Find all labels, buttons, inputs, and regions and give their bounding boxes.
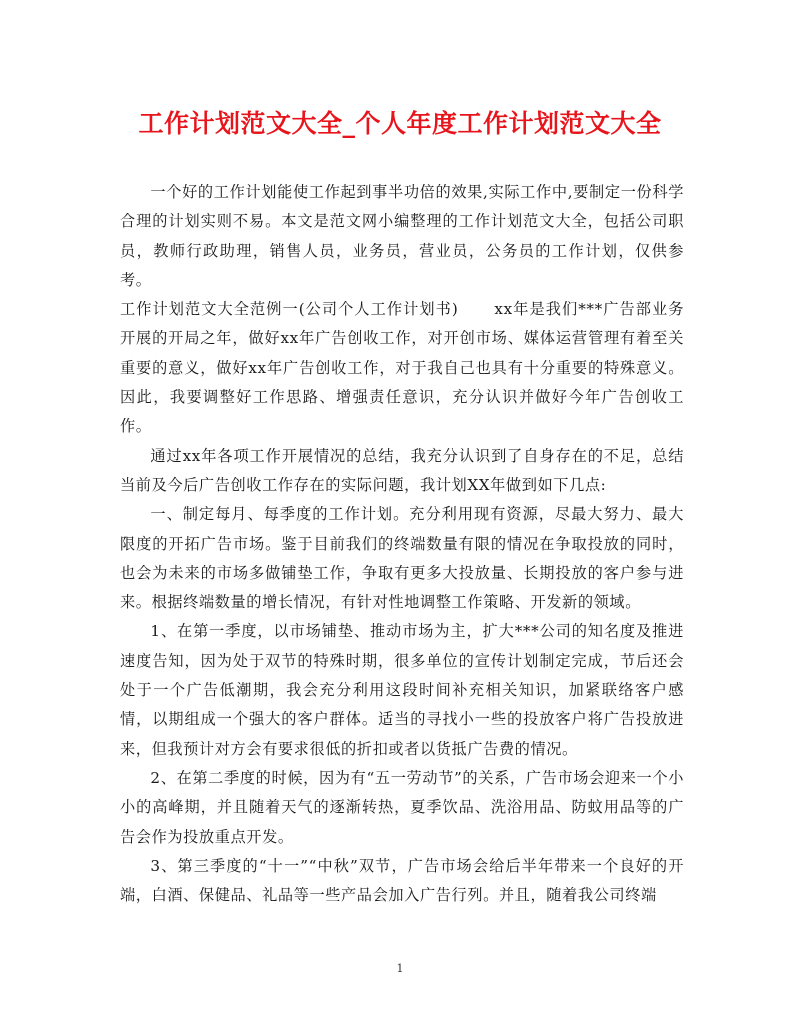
document-body [120, 178, 684, 910]
example-text: xx年是我们***广告部业务开展的开局之年，做好xx年广告创收工作，对开创市场、媒体运营管理有着至关重要的意义，做好xx年广告创收工作，对于我自己也具有十分重要的特殊意义。因此，我要调整好工作思路、增强责任意识，充分认识并做好今年广告创收工作。 [120, 300, 684, 436]
body-paragraph: 一、制定每月、每季度的工作计划。充分利用现有资源，尽最大努力、最大限度的开拓广告市场。鉴于目前我们的终端数量有限的情况在争取投放的同时，也会为未来的市场多做铺垫工作，争取有更多大投放量、长期投放的客户参与进来。根据终端数量的增长情况，有针对性地调整工作策略、开发新的领域。 [120, 505, 684, 612]
example-heading: 工作计划范文大全范例一(公司个人工作计划书) [120, 300, 459, 319]
body-paragraph: 1、在第一季度，以市场铺垫、推动市场为主，扩大***公司的知名度及推进速度告知，因为处于双节的特殊时期，很多单位的宣传计划制定完成，节后还会处于一个广告低潮期，我会充分利用这段时间补充相关知识，加紧联络客户感情，以期组成一个强大的客户群体。适当的寻找小一些的投放客户将广告投放进来，但我预计对方会有要求很低的折扣或者以货抵广告费的情况。 [120, 622, 684, 758]
page-number: 1 [396, 962, 404, 975]
body-paragraph: 2、在第二季度的时候，因为有“五一劳动节”的关系，广告市场会迎来一个小小的高峰期，并且随着天气的逐渐转热，夏季饮品、洗浴用品、防蚊用品等的广告会作为投放重点开发。 [120, 768, 684, 846]
body-paragraph: 通过xx年各项工作开展情况的总结，我充分认识到了自身存在的不足，总结当前及今后广告创收工作存在的实际问题，我计划XX年做到如下几点: [120, 446, 684, 494]
example-paragraph [120, 295, 684, 441]
document-title: 工作计划范文大全_个人年度工作计划范文大全 [138, 109, 662, 138]
body-paragraph: 3、第三季度的“十一”“中秋”双节，广告市场会给后半年带来一个良好的开端，白酒、保健品、礼品等一些产品会加入广告行列。并且，随着我公司终端 [120, 856, 684, 905]
intro-paragraph: 一个好的工作计划能使工作起到事半功倍的效果,实际工作中,要制定一份科学合理的计划实则不易。本文是范文网小编整理的工作计划范文大全，包括公司职员，教师行政助理，销售人员，业务员，营业员，公务员的工作计划，仅供参考。 [120, 183, 684, 289]
